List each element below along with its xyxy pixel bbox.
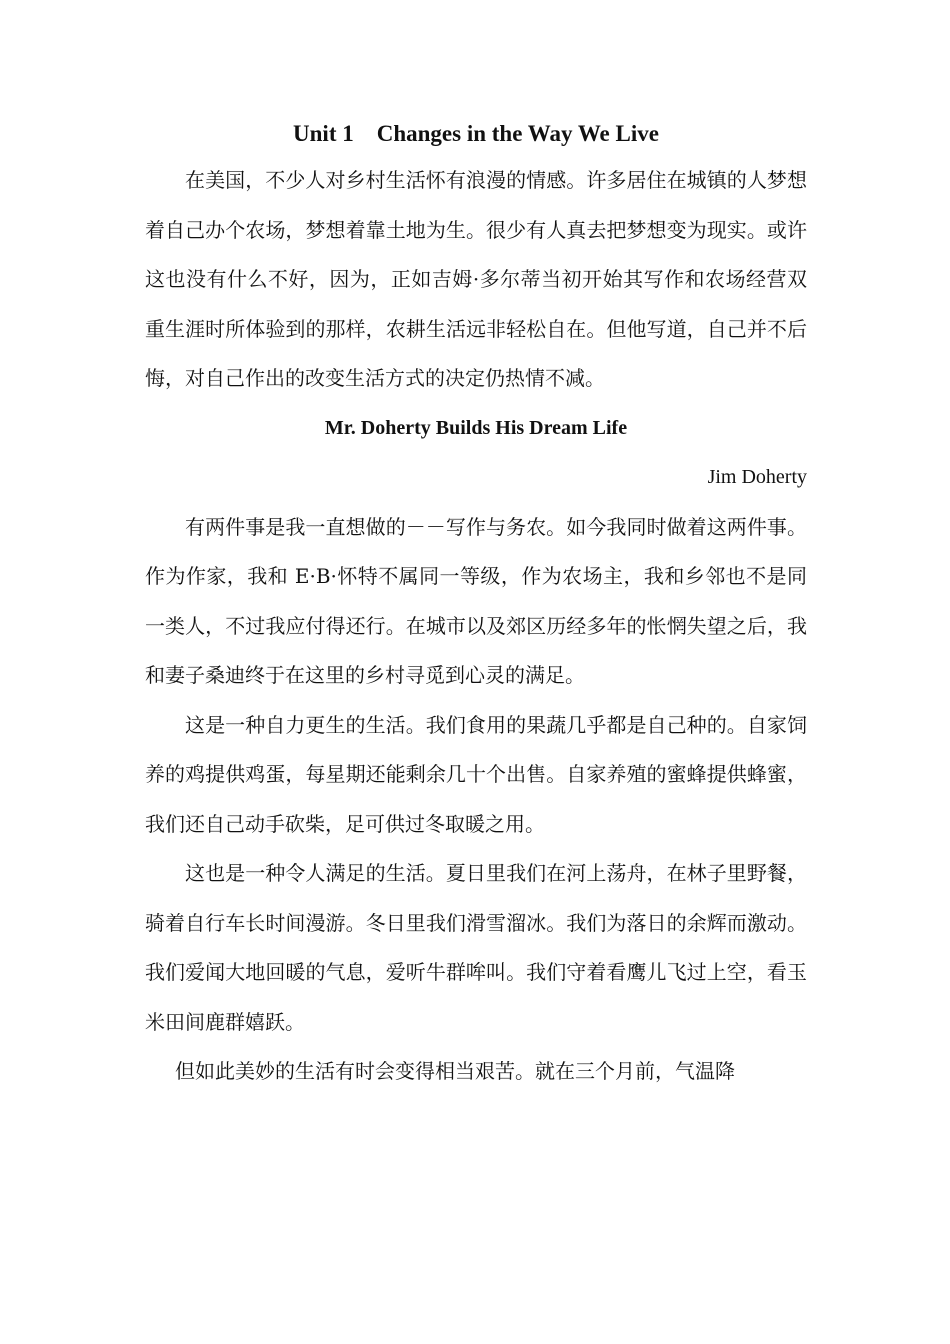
- unit-title: Unit 1 Changes in the Way We Live: [293, 121, 659, 146]
- article-paragraph: 但如此美妙的生活有时会变得相当艰苦。就在三个月前，气温降: [175, 1059, 735, 1083]
- article-paragraph: 有两件事是我一直想做的－－写作与务农。如今我同时做着这两件事。作为作家，我和 E·B·怀特不属同一等级，作为农场主，我和乡邻也不是同一类人，不过我应付得还行。在城市以及郊区历经多年的怅惘失望之后，我和妻子桑迪终于在这里的乡村寻觅到心灵的满足。: [145, 514, 807, 687]
- article-title: Mr. Doherty Builds His Dream Life: [324, 416, 628, 439]
- document-page: [145, 112, 807, 1097]
- article-author: Jim Doherty: [707, 466, 807, 488]
- article-paragraph: 这也是一种令人满足的生活。夏日里我们在河上荡舟，在林子里野餐，骑着自行车长时间漫游。冬日里我们滑雪溜冰。我们为落日的余辉而激动。我们爱闻大地回暖的气息，爱听牛群哞叫。我们守着看鹰儿飞过上空，看玉米田间鹿群嬉跃。: [145, 861, 807, 1034]
- intro-paragraph: 在美国，不少人对乡村生活怀有浪漫的情感。许多居住在城镇的人梦想着自己办个农场，梦想着靠土地为生。很少有人真去把梦想变为现实。或许这也没有什么不好，因为，正如吉姆·多尔蒂当初开始其写作和农场经营双重生涯时所体验到的那样，农耕生活远非轻松自在。但他写道，自己并不后悔，对自己作出的改变生活方式的决定仍热情不减。: [145, 168, 807, 390]
- article-paragraph: 这是一种自力更生的生活。我们食用的果蔬几乎都是自己种的。自家饲养的鸡提供鸡蛋，每星期还能剩余几十个出售。自家养殖的蜜蜂提供蜂蜜，我们还自己动手砍柴，足可供过冬取暖之用。: [145, 712, 807, 836]
